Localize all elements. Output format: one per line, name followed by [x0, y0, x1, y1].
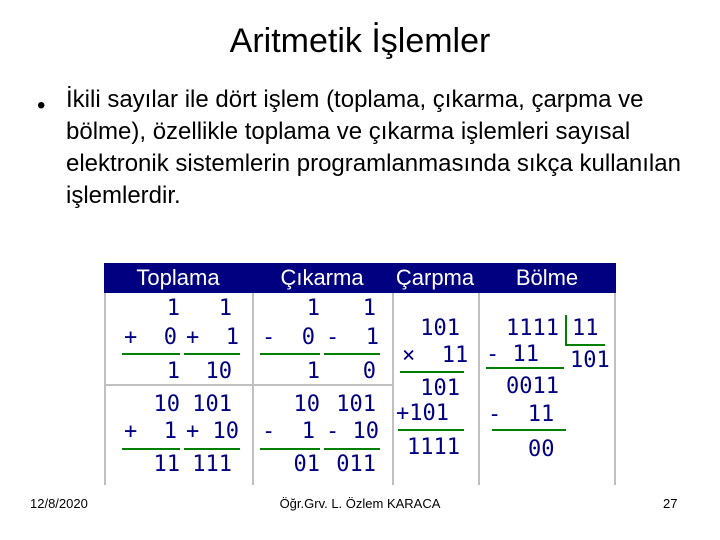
toplama-ex3-line	[122, 448, 180, 450]
cikarma-ex2-a: 1	[362, 296, 376, 321]
toplama-ex1-line	[122, 353, 180, 355]
header-cikarma: Çıkarma	[280, 265, 364, 290]
cikarma-ex3-a: 10	[293, 392, 320, 417]
cikarma-ex1-a: 1	[306, 296, 320, 321]
cikarma-ex4-a: 101	[336, 392, 376, 417]
grid-line	[252, 293, 254, 485]
carpma-result: 1111	[407, 435, 460, 460]
bolme-subtract-2: - 11	[488, 402, 555, 427]
bolme-divisor: 11	[572, 316, 599, 341]
toplama-ex2-op: + 1	[186, 325, 239, 350]
bolme-subtract-1: - 11	[486, 342, 539, 367]
bullet-dot: •	[37, 92, 46, 119]
toplama-ex2-line	[184, 353, 240, 355]
bolme-line-1	[486, 367, 564, 369]
toplama-ex4-result: 111	[192, 452, 232, 477]
cikarma-ex3-op: - 1	[262, 419, 315, 444]
toplama-ex4-line	[184, 448, 240, 450]
cikarma-ex1-op: - 0	[262, 325, 315, 350]
grid-line	[614, 293, 616, 485]
grid-line	[104, 293, 106, 485]
header-toplama: Toplama	[136, 265, 220, 290]
toplama-ex1-a: 1	[166, 296, 180, 321]
bolme-dividend: 1111	[506, 316, 559, 341]
carpma-partial-2: +101	[396, 401, 449, 426]
cikarma-ex4-result: 011	[336, 452, 376, 477]
toplama-ex3-a: 10	[153, 392, 180, 417]
toplama-ex4-a: 101	[192, 392, 232, 417]
grid-line	[478, 293, 480, 485]
cikarma-ex4-op: - 10	[326, 419, 379, 444]
bolme-quotient: 101	[570, 348, 610, 373]
cikarma-ex2-op: - 1	[326, 325, 379, 350]
cikarma-ex2-result: 0	[362, 359, 376, 384]
carpma-line-1	[400, 371, 464, 373]
cikarma-ex1-result: 1	[306, 359, 320, 384]
bolme-divider-vertical	[565, 315, 567, 345]
bullet-text: İkili sayılar ile dört işlem (toplama, çıkarma, çarpma ve bölme), özellikle toplama ve çıkarma işlemleri sayısal elektronik sistemlerin programlanmasında sıkça kullanılan işlemlerdir.	[66, 86, 681, 209]
toplama-ex2-result: 10	[205, 359, 232, 384]
carpma-line-2	[398, 429, 464, 431]
cikarma-ex2-line	[324, 353, 380, 355]
grid-line	[104, 384, 392, 386]
bolme-line-2	[492, 429, 566, 431]
grid-line	[392, 293, 394, 485]
toplama-ex4-op: + 10	[186, 419, 239, 444]
toplama-ex3-result: 11	[153, 452, 180, 477]
toplama-ex1-op: + 0	[124, 325, 177, 350]
carpma-a: 101	[420, 316, 460, 341]
toplama-ex1-result: 1	[166, 359, 180, 384]
bolme-divider-horizontal	[565, 344, 605, 346]
cikarma-ex3-result: 01	[293, 452, 320, 477]
carpma-op: × 11	[402, 343, 469, 368]
footer-date: 12/8/2020	[30, 496, 88, 511]
header-bolme: Bölme	[515, 265, 579, 290]
cikarma-ex4-line	[324, 448, 380, 450]
footer-author: Öğr.Grv. L. Özlem KARACA	[279, 496, 441, 511]
cikarma-ex1-line	[260, 353, 320, 355]
bolme-remainder: 00	[528, 437, 555, 462]
table-header	[104, 263, 616, 293]
arithmetic-table	[104, 263, 616, 485]
bolme-remainder-1: 0011	[506, 374, 559, 399]
footer-page-number: 27	[663, 496, 678, 511]
toplama-ex2-a: 1	[218, 296, 232, 321]
toplama-ex3-op: + 1	[124, 419, 177, 444]
carpma-partial-1: 101	[420, 376, 460, 401]
cikarma-ex3-line	[260, 448, 320, 450]
slide-title: Aritmetik İşlemler	[229, 22, 491, 60]
header-carpma: Çarpma	[395, 265, 475, 290]
